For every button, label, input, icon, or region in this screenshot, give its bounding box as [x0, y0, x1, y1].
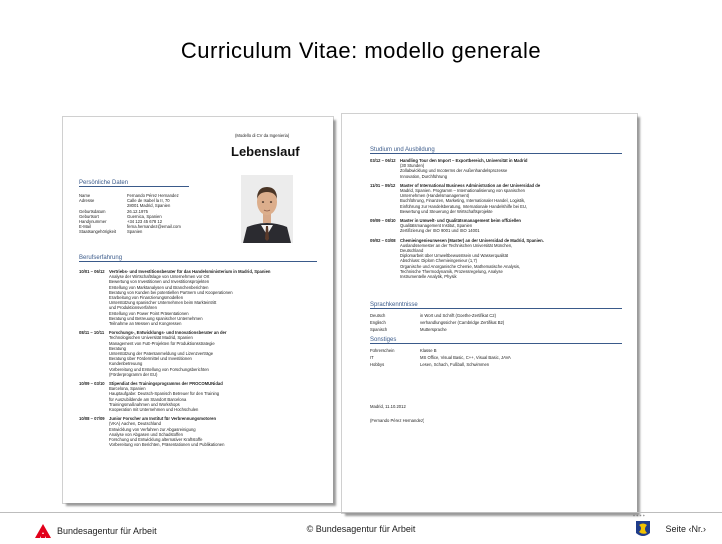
- entry-line: Chemieingenieurwesen (Master) an der Universidad de Madrid, Spanien.: [400, 237, 544, 243]
- lv-label: Führerschein: [370, 348, 395, 353]
- cv-page-2: [342, 114, 637, 513]
- profile-photo: [241, 175, 293, 243]
- personal-label: Geburtsort: [79, 213, 99, 219]
- personal-label: Handynummer: [79, 219, 107, 225]
- lv-label: IT: [370, 355, 374, 361]
- ba-logo-text: Bundesagentur für Arbeit: [57, 526, 157, 536]
- lv-value: Klasse B: [420, 348, 437, 353]
- entry-block: [79, 416, 309, 447]
- entry-line: Kooperation mit Unternehmen und Hochschulen: [109, 407, 199, 413]
- entry-line: Zertifizierung der ISO 9001 und ISO 14001: [400, 228, 480, 234]
- entry-line: Buchführung, Finanzen, Marketing, Internationaler Handel, Logistik,: [400, 198, 526, 204]
- entry-line: Beratung von Kunden bei potentiellen Partnern und Kooperationen: [109, 289, 233, 295]
- personal-label: E-Mail: [79, 224, 91, 230]
- entry-line: Instrumentelle Analytik, Physik: [400, 274, 457, 280]
- entry-body: [400, 183, 620, 214]
- entry-line: Master of International Business Administration an der Universidad de: [400, 182, 541, 188]
- emblem-icon: [632, 513, 654, 539]
- personal-label: Geburtsdatum: [79, 208, 106, 214]
- lv-label: Spanisch: [370, 327, 388, 333]
- entry-body: [109, 269, 309, 326]
- personal-value: Calle de Isabel la II, 70: [127, 198, 170, 204]
- entry-block: [79, 381, 309, 412]
- entry-line: Technologischen Universität Madrid, Spanien: [109, 335, 193, 341]
- entry-line: Teilnahme an Messen und Kongressen: [109, 321, 182, 327]
- entry-line: Abschluss: Diplom Chemieingenieur (1,7): [400, 258, 478, 264]
- entry-line: Trainingsmaßnahmen und Workshops: [109, 401, 180, 407]
- entry-line: Qualitätsmanagement Institut, Spanien: [400, 223, 473, 229]
- entry-body: [109, 416, 309, 447]
- entry-line: Innovation, Durchführung: [400, 173, 448, 179]
- entry-line: Forschung und Entwicklung alternativer Kraftstoffe: [109, 437, 203, 443]
- lv-label: Englisch: [370, 320, 386, 326]
- section-languages: Sprachkenntnisse: [370, 302, 622, 309]
- svg-text:* * * *: * * * *: [633, 514, 645, 519]
- entry-line: Vorbereitung von Berichten, Präsentationen und Publikationen: [109, 442, 225, 448]
- entry-line: Entwicklung von Verfahren zur Abgasreinigung: [109, 426, 196, 432]
- entry-line: Analyse von Abgasen und Schadstoffen: [109, 431, 183, 437]
- lv-row: [370, 362, 511, 367]
- lv-row: [370, 313, 504, 318]
- entry-date: 10/08 – 07/09: [79, 416, 105, 422]
- entry-line: Erarbeitung von Finanzierungsmodellen: [109, 295, 184, 301]
- lv-value: verhandlungssicher (Cambridge Zertifikat B2): [420, 320, 505, 326]
- entry-date: 09/09 – 08/10: [370, 218, 396, 224]
- entry-line: Analyse der Wirtschaftslage von Unternehmen vor Ort: [109, 274, 210, 280]
- entry-line: Bewertung von Investitionen und Investitionsprojekten: [109, 279, 210, 285]
- lv-value: Muttersprache: [420, 327, 447, 333]
- entry-block: [370, 183, 620, 214]
- study-list: [370, 158, 620, 283]
- entry-line: Forschungs-, Entwicklungs- und Innovationsberater an der: [109, 330, 227, 336]
- entry-date: 11/01 – 09/12: [370, 182, 396, 188]
- lv-row: [370, 327, 504, 332]
- entry-line: Einführung zur Handelsberatung, Internationale Handelshilfe bei EU,: [400, 203, 528, 209]
- entry-line: Bewertung und Steuerung der Wirtschaftsprojekte: [400, 208, 493, 214]
- entry-line: (VKA) Aachen, Deutschland: [109, 421, 161, 427]
- cv-note: (Modello di CV da Ingenieria): [235, 133, 290, 138]
- personal-list: [79, 193, 229, 235]
- place-date: Madrid, 11.10.2012: [370, 404, 406, 409]
- lv-value: MS Office, Visual Basic, C++, Visual Basic, JAVA: [420, 355, 511, 361]
- entry-body: [400, 238, 620, 280]
- lv-row: [370, 348, 511, 353]
- entry-body: [109, 381, 309, 412]
- entry-line: Beratung: [109, 345, 126, 351]
- entry-line: Junior Forscher am Institut für Verbrennungsmotoren: [109, 416, 217, 422]
- entry-line: Kundenbetreuung: [109, 361, 143, 367]
- lv-value: Lesen, Schach, Fußball, Schwimmen: [420, 362, 490, 368]
- copyright: © Bundesagentur für Arbeit: [306, 524, 416, 534]
- entry-line: Diplomarbeit über Umweltbewusstsein und Wasserqualität: [400, 253, 509, 259]
- entry-line: Stipendiat des Trainingsprogramms der PROCOMUNidad: [109, 381, 223, 387]
- section-personal: Persönliche Daten: [79, 180, 189, 187]
- entry-line: Hauptaufgabe: Deutsch-Spanisch Betreuer für den Training: [109, 391, 220, 397]
- personal-label: Name: [79, 193, 91, 198]
- entry-line: (30 Stunden): [400, 163, 425, 169]
- entry-block: [79, 269, 309, 326]
- entry-block: [79, 330, 309, 377]
- entry-body: [400, 158, 620, 179]
- portrait-image: [241, 175, 293, 243]
- entry-line: Handling Tour den Import – Exportbereich, Universität in Madrid: [400, 158, 528, 163]
- personal-value: ferna.hernandez@email.com: [127, 224, 181, 230]
- entry-line: Beratung und Betreuung spanischer Unternehmen: [109, 315, 203, 321]
- section-study: Studium und Ausbildung: [370, 147, 622, 154]
- personal-label: Adresse: [79, 198, 95, 204]
- entry-line: Unternehmen (Handelsmanagement): [400, 193, 470, 199]
- personal-value: Spanien: [127, 229, 143, 235]
- other-list: [370, 348, 511, 370]
- entry-line: und Produktionsverfahren: [109, 305, 157, 311]
- experience-list: [79, 269, 309, 452]
- entry-block: [370, 218, 620, 234]
- personal-value: 28001 Madrid, Spanien: [127, 203, 171, 209]
- entry-line: Erstellung von Power Point Präsentationen: [109, 310, 189, 316]
- entry-block: [370, 238, 620, 280]
- entry-line: Organische und Anorganische Chemie, Mathematische Analysis,: [400, 263, 521, 269]
- entry-line: Erstellung von Marktanalysen und Branchenberichten: [109, 284, 209, 290]
- eu-emblem: [632, 513, 654, 544]
- personal-value: +34 123 45 678 12: [127, 219, 163, 225]
- entry-line: Unterstützung der Patentanmeldung und Lizenzverträge: [109, 351, 214, 357]
- entry-body: [109, 330, 309, 377]
- entry-line: (Förderprogramm der EU): [109, 371, 158, 377]
- entry-line: Master in Umwelt- und Qualitätsmanagement beim offiziellen: [400, 218, 521, 224]
- page-number: Seite ‹Nr.›: [665, 524, 706, 534]
- personal-value: Guernica, Spanien: [127, 213, 162, 219]
- personal-value: Fernando Pérez Hernandez: [127, 193, 179, 198]
- slide-title: Curriculum Vitae: modello generale: [180, 38, 542, 63]
- lv-value: in Wort und Schrift (Goethe-Zertifikat C2): [420, 313, 497, 318]
- personal-label: Staatsangehörigkeit: [79, 229, 117, 235]
- entry-body: [400, 218, 620, 234]
- lv-label: Hobbys: [370, 362, 385, 368]
- cv-heading: Lebenslauf: [231, 144, 300, 159]
- entry-date: 03/12 – 06/12: [370, 158, 396, 163]
- entry-date: 10/09 – 03/10: [79, 381, 105, 387]
- personal-row: [79, 229, 229, 234]
- entry-line: Madrid, Spanien. Programm – Internationalisierung von spanischen: [400, 188, 525, 194]
- entry-line: Auslandssemester an der Technischen Universität München,: [400, 242, 513, 248]
- entry-date: 09/02 – 03/08: [370, 237, 396, 243]
- entry-line: Deutschland: [400, 248, 424, 254]
- entry-line: Zollabwicklung und Incoterms der Außenhandelsprozesse: [400, 168, 508, 174]
- entry-line: Vertriebs- und Investitionsberater für das Handelsministerium in Madrid, Spanien: [109, 269, 271, 274]
- signature: (Fernando Pérez Hernandez): [370, 418, 425, 423]
- languages-list: [370, 313, 504, 335]
- entry-line: Vorbereitung und Erstellung von Forschungsberichten: [109, 366, 209, 372]
- entry-line: Beratung über Fördermittel und Investitionen: [109, 356, 192, 362]
- entry-date: 10/01 – 06/12: [79, 269, 105, 274]
- footer: [0, 512, 722, 543]
- entry-date: 08/11 – 10/11: [79, 330, 105, 336]
- lv-row: [370, 355, 511, 360]
- cv-page-1: [63, 117, 333, 503]
- lv-row: [370, 320, 504, 325]
- personal-value: 26.12.1975: [127, 208, 148, 214]
- entry-line: Management von FuE-Projekten für Produktionsstrategie: [109, 340, 215, 346]
- section-other: Sonstiges: [370, 337, 622, 344]
- lv-label: Deutsch: [370, 313, 386, 318]
- entry-line: für Auszubildende am Standort Barcelona: [109, 396, 187, 402]
- entry-line: Barcelona, Spanien: [109, 386, 146, 392]
- entry-line: Unterstützung spanischer Unternehmen beim Markteintritt: [109, 300, 217, 306]
- entry-line: Technische Thermodynamik, Prozessregelung, Analyse: [400, 268, 503, 274]
- section-experience: Berufserfahrung: [79, 255, 317, 262]
- entry-block: [370, 158, 620, 179]
